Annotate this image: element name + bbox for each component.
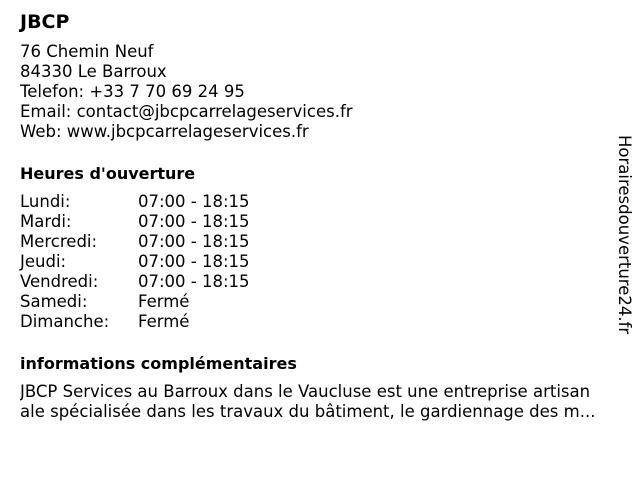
hours-day: Jeudi: [20,252,67,271]
hours-row [20,252,626,272]
hours-time: 07:00 - 18:15 [138,192,250,211]
additional-info-heading: informations complémentaires [20,354,297,373]
hours-row [20,292,626,312]
hours-day: Dimanche: [20,312,110,331]
phone-line: Telefon: +33 7 70 69 24 95 [20,82,245,101]
hours-time: 07:00 - 18:15 [138,272,250,291]
hours-time: Fermé [138,312,190,331]
hours-time: 07:00 - 18:15 [138,252,250,271]
additional-info-line-2: ale spécialisée dans les travaux du bâtiment, le gardiennage des m... [20,402,596,421]
hours-row [20,272,626,292]
address-line-2: 84330 Le Barroux [20,62,167,81]
web-line: Web: www.jbcpcarrelageservices.fr [20,122,309,141]
address-line-1: 76 Chemin Neuf [20,42,154,61]
additional-info-line-1: JBCP Services au Barroux dans le Vaucluse est une entreprise artisan [20,382,591,401]
email-line: Email: contact@jbcpcarrelageservices.fr [20,102,353,121]
business-card [20,10,626,422]
opening-hours-table [20,192,626,332]
hours-row [20,232,626,252]
additional-info-text [20,382,626,422]
hours-time: 07:00 - 18:15 [138,212,250,231]
hours-day: Mardi: [20,212,72,231]
site-watermark: Horairesdouverture24.fr [615,135,634,335]
hours-day: Samedi: [20,292,88,311]
opening-hours-heading: Heures d'ouverture [20,164,196,183]
business-name: JBCP [20,11,70,33]
hours-row [20,192,626,212]
hours-time: 07:00 - 18:15 [138,232,250,251]
hours-time: Fermé [138,292,190,311]
hours-day: Vendredi: [20,272,99,291]
hours-row [20,312,626,332]
hours-day: Lundi: [20,192,71,211]
hours-day: Mercredi: [20,232,98,251]
hours-row [20,212,626,232]
